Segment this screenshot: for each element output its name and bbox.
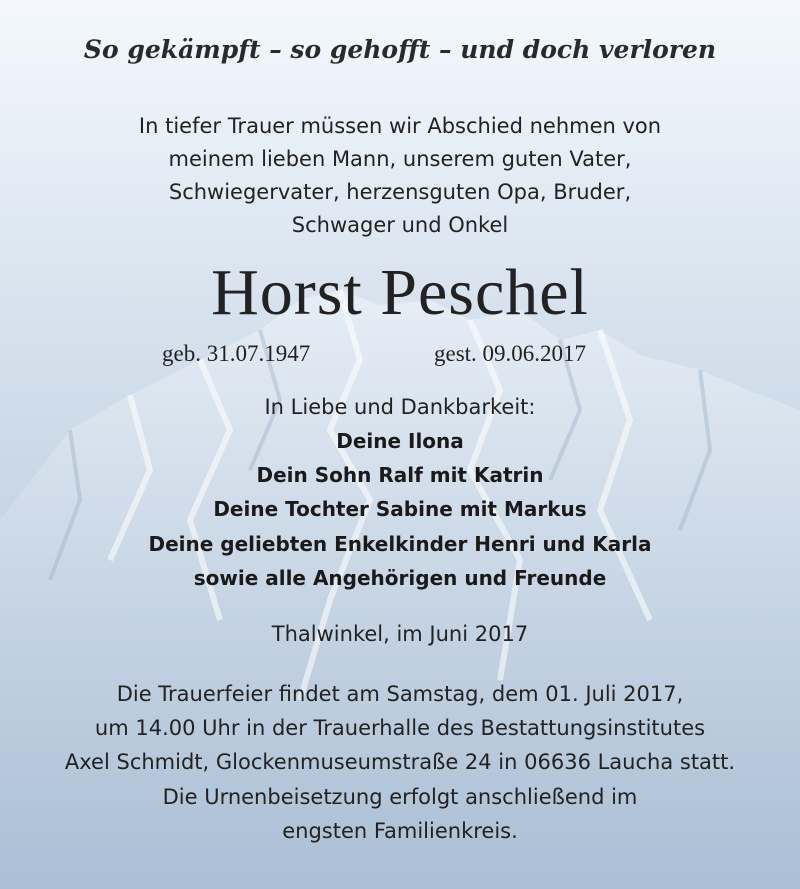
place-date: Thalwinkel, im Juni 2017 [271, 622, 529, 646]
death-date: gest. 09.06.2017 [434, 341, 587, 366]
funeral-info-line: Axel Schmidt, Glockenmuseumstraße 24 in 06636 Laucha statt. [64, 750, 736, 774]
funeral-info-line: engsten Familienkreis. [282, 819, 518, 843]
intro-line: Schwager und Onkel [291, 213, 509, 237]
deceased-name: Horst Peschel [211, 256, 589, 329]
funeral-info-line: Die Trauerfeier findet am Samstag, dem 01. Juli 2017, [116, 682, 684, 706]
motto-heading: So gekämpft – so gehofft – und doch verloren [83, 35, 717, 64]
intro-line: meinem lieben Mann, unserem guten Vater, [168, 147, 632, 171]
intro-line: Schwiegervater, herzensguten Opa, Bruder, [168, 180, 632, 204]
birth-date: geb. 31.07.1947 [162, 341, 311, 366]
intro-line: In tiefer Trauer müssen wir Abschied nehmen von [138, 114, 662, 138]
mourner-line: Deine Tochter Sabine mit Markus [213, 497, 587, 521]
mourner-line: sowie alle Angehörigen und Freunde [193, 566, 607, 590]
gratitude-line: In Liebe und Dankbarkeit: [264, 395, 536, 419]
mourner-line: Deine geliebten Enkelkinder Henri und Karla [148, 532, 652, 556]
mourner-line: Deine Ilona [336, 429, 464, 453]
funeral-info-line: Die Urnenbeisetzung erfolgt anschließend im [162, 785, 638, 809]
mourner-line: Dein Sohn Ralf mit Katrin [256, 463, 544, 487]
funeral-info-line: um 14.00 Uhr in der Trauerhalle des Bestattungsinstitutes [94, 716, 706, 740]
